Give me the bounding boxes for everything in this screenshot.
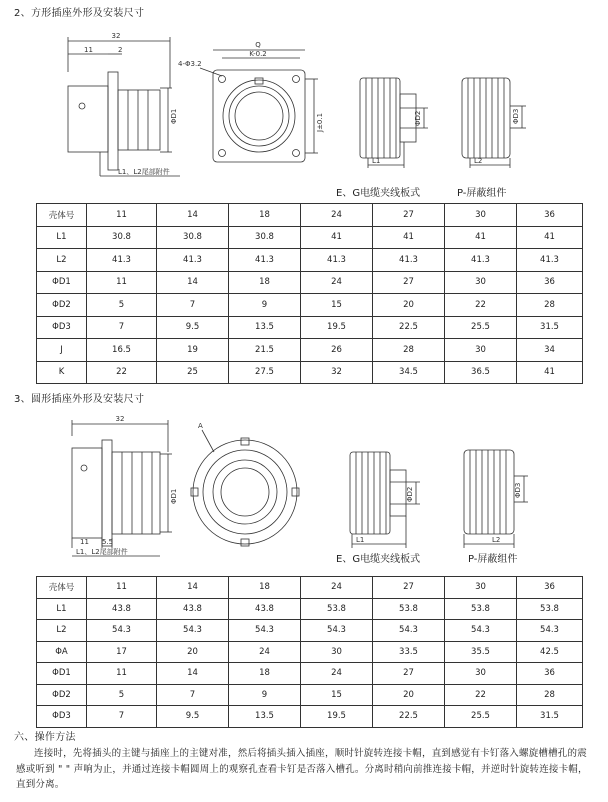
caption-p-shield: P-屏蔽组件 xyxy=(468,554,518,565)
table-cell: 25.5 xyxy=(445,316,517,339)
table-cell: 28 xyxy=(517,294,583,317)
table-cell: 28 xyxy=(517,684,583,706)
table-row-label: ΦD2 xyxy=(37,684,87,706)
dim-d1-label: ΦD1 xyxy=(170,108,178,124)
table-cell: 20 xyxy=(373,684,445,706)
dim-q-label: Q xyxy=(255,41,261,49)
round-socket-drawing xyxy=(0,412,608,572)
table-cell: 41.3 xyxy=(445,249,517,272)
table-row xyxy=(37,620,583,642)
table-header-cell: 11 xyxy=(87,204,157,227)
table-cell: 30.8 xyxy=(229,226,301,249)
table-row-label: L2 xyxy=(37,620,87,642)
table-header-cell: 27 xyxy=(373,577,445,599)
table-cell: 25.5 xyxy=(445,706,517,728)
table-cell: 43.8 xyxy=(87,598,157,620)
dim-2-label: 2 xyxy=(118,46,123,54)
section-6-title: 六、操作方法 xyxy=(14,732,76,743)
table-cell: 9.5 xyxy=(157,316,229,339)
table-cell: 41 xyxy=(517,361,583,384)
table-cell: 18 xyxy=(229,271,301,294)
table-cell: 19.5 xyxy=(301,316,373,339)
caption-eg-clamp: E、G电缆夹线板式 xyxy=(336,554,421,565)
dim-l2-label: L2 xyxy=(474,157,483,165)
table-cell: 54.3 xyxy=(301,620,373,642)
dim-l2-label: L2 xyxy=(492,536,501,544)
table-row-label: ΦD1 xyxy=(37,271,87,294)
table-row xyxy=(37,684,583,706)
table-cell: 24 xyxy=(301,271,373,294)
table-cell: 41 xyxy=(373,226,445,249)
dim-55-label: 5.5 xyxy=(102,538,114,546)
table-cell: 7 xyxy=(157,294,229,317)
table-row xyxy=(37,361,583,384)
table-cell: 53.8 xyxy=(445,598,517,620)
dim-j-label: J±0.1 xyxy=(316,112,324,132)
table-cell: 21.5 xyxy=(229,339,301,362)
table-header-row xyxy=(37,204,583,227)
table-row xyxy=(37,706,583,728)
table-cell: 30.8 xyxy=(87,226,157,249)
table-cell: 22.5 xyxy=(373,706,445,728)
operation-instructions: 连接时，先将插头的主键与插座上的主键对准，然后将插头插入插座，顺时针旋转连接卡帽，直到感觉有卡钉落入螺旋槽槽孔的震感或听到 " " 声响为止，并通过连接卡帽圆周上的观察孔查看卡钉是否落入槽孔。分离时稍向前推连接卡帽，并逆时针旋转连接卡帽，直到分离。 xyxy=(16,748,588,790)
table-cell: 26 xyxy=(301,339,373,362)
table-cell: 25 xyxy=(157,361,229,384)
table-cell: 32 xyxy=(301,361,373,384)
table-cell: 18 xyxy=(229,663,301,685)
table-cell: 54.3 xyxy=(157,620,229,642)
square-socket-drawing xyxy=(0,28,608,198)
table-cell: 19 xyxy=(157,339,229,362)
table-row-label: L2 xyxy=(37,249,87,272)
dim-11-label: 11 xyxy=(80,538,89,546)
table-cell: 36 xyxy=(517,663,583,685)
table-cell: 24 xyxy=(301,663,373,685)
table-cell: 43.8 xyxy=(157,598,229,620)
dim-total-label: 32 xyxy=(115,415,125,423)
table-cell: 41.3 xyxy=(517,249,583,272)
table-cell: 16.5 xyxy=(87,339,157,362)
table-header-row xyxy=(37,577,583,599)
table-header-cell: 36 xyxy=(517,204,583,227)
table-cell: 11 xyxy=(87,271,157,294)
table-header-cell: 30 xyxy=(445,204,517,227)
round-socket-dimension-table xyxy=(36,576,583,728)
dim-d3-label: ΦD3 xyxy=(512,108,520,124)
dim-total-label: 32 xyxy=(111,32,121,40)
table-cell: 53.8 xyxy=(517,598,583,620)
table-header-cell: 24 xyxy=(301,577,373,599)
table-row xyxy=(37,294,583,317)
table-cell: 22.5 xyxy=(373,316,445,339)
table-cell: 22 xyxy=(445,684,517,706)
table-cell: 27.5 xyxy=(229,361,301,384)
table-cell: 19.5 xyxy=(301,706,373,728)
tail-note: L1、L2尾部附件 xyxy=(118,168,170,176)
table-cell: 54.3 xyxy=(229,620,301,642)
table-cell: 36.5 xyxy=(445,361,517,384)
caption-p-shield: P-屏蔽组件 xyxy=(457,188,507,199)
table-cell: 30 xyxy=(445,339,517,362)
table-cell: 42.5 xyxy=(517,641,583,663)
table-header-cell: 36 xyxy=(517,577,583,599)
table-row xyxy=(37,271,583,294)
table-row-label: ΦD3 xyxy=(37,316,87,339)
table-cell: 5 xyxy=(87,684,157,706)
table-cell: 35.5 xyxy=(445,641,517,663)
table-cell: 5 xyxy=(87,294,157,317)
table-header-cell: 18 xyxy=(229,204,301,227)
table-header-cell: 壳体号 xyxy=(37,204,87,227)
table-cell: 13.5 xyxy=(229,706,301,728)
table-cell: 41.3 xyxy=(87,249,157,272)
table-row-label: L1 xyxy=(37,598,87,620)
caption-eg-clamp: E、G电缆夹线板式 xyxy=(336,188,421,199)
table-row-label: J xyxy=(37,339,87,362)
table-cell: 22 xyxy=(445,294,517,317)
table-cell: 53.8 xyxy=(373,598,445,620)
table-row xyxy=(37,598,583,620)
table-cell: 31.5 xyxy=(517,706,583,728)
table-cell: 30 xyxy=(301,641,373,663)
table-header-cell: 壳体号 xyxy=(37,577,87,599)
table-cell: 9.5 xyxy=(157,706,229,728)
table-cell: 54.3 xyxy=(373,620,445,642)
table-row-label: ΦD2 xyxy=(37,294,87,317)
table-row xyxy=(37,339,583,362)
table-cell: 30 xyxy=(445,663,517,685)
table-row-label: K xyxy=(37,361,87,384)
table-cell: 33.5 xyxy=(373,641,445,663)
table-row xyxy=(37,663,583,685)
table-header-cell: 14 xyxy=(157,577,229,599)
table-cell: 41.3 xyxy=(157,249,229,272)
table-cell: 43.8 xyxy=(229,598,301,620)
table-cell: 7 xyxy=(157,684,229,706)
dim-l1-label: L1 xyxy=(372,157,381,165)
dim-k-label: K-0.2 xyxy=(249,50,267,58)
table-cell: 7 xyxy=(87,316,157,339)
table-cell: 22 xyxy=(87,361,157,384)
table-cell: 27 xyxy=(373,271,445,294)
table-cell: 27 xyxy=(373,663,445,685)
table-row-label: ΦD3 xyxy=(37,706,87,728)
table-cell: 34.5 xyxy=(373,361,445,384)
table-cell: 54.3 xyxy=(445,620,517,642)
dim-d3-label: ΦD3 xyxy=(514,482,522,498)
table-cell: 54.3 xyxy=(87,620,157,642)
section-2-title: 2、方形插座外形及安装尺寸 xyxy=(14,8,145,19)
table-cell: 14 xyxy=(157,271,229,294)
table-cell: 14 xyxy=(157,663,229,685)
table-cell: 41.3 xyxy=(373,249,445,272)
table-cell: 24 xyxy=(229,641,301,663)
table-cell: 20 xyxy=(373,294,445,317)
table-header-cell: 24 xyxy=(301,204,373,227)
table-cell: 15 xyxy=(301,294,373,317)
dim-11-label: 11 xyxy=(84,46,93,54)
table-row xyxy=(37,316,583,339)
table-cell: 13.5 xyxy=(229,316,301,339)
table-header-cell: 11 xyxy=(87,577,157,599)
tail-note: L1、L2尾部附件 xyxy=(76,548,128,556)
table-cell: 30.8 xyxy=(157,226,229,249)
table-header-cell: 30 xyxy=(445,577,517,599)
table-row xyxy=(37,641,583,663)
dim-l1-label: L1 xyxy=(356,536,365,544)
dim-holes-label: 4-Φ3.2 xyxy=(178,60,202,68)
square-socket-dimension-table xyxy=(36,203,583,384)
table-row xyxy=(37,249,583,272)
table-header-cell: 18 xyxy=(229,577,301,599)
table-cell: 20 xyxy=(157,641,229,663)
table-cell: 41.3 xyxy=(229,249,301,272)
table-cell: 41 xyxy=(445,226,517,249)
table-row xyxy=(37,226,583,249)
table-cell: 36 xyxy=(517,271,583,294)
table-cell: 31.5 xyxy=(517,316,583,339)
table-row-label: ΦD1 xyxy=(37,663,87,685)
table-cell: 11 xyxy=(87,663,157,685)
table-cell: 53.8 xyxy=(301,598,373,620)
table-cell: 30 xyxy=(445,271,517,294)
table-row-label: ΦA xyxy=(37,641,87,663)
dim-d2-label: ΦD2 xyxy=(414,110,422,126)
table-row-label: L1 xyxy=(37,226,87,249)
table-cell: 9 xyxy=(229,294,301,317)
table-cell: 17 xyxy=(87,641,157,663)
table-cell: 34 xyxy=(517,339,583,362)
table-cell: 7 xyxy=(87,706,157,728)
table-cell: 28 xyxy=(373,339,445,362)
table-cell: 41 xyxy=(517,226,583,249)
table-cell: 41 xyxy=(301,226,373,249)
table-cell: 15 xyxy=(301,684,373,706)
dim-d1-label: ΦD1 xyxy=(170,488,178,504)
section-3-title: 3、圆形插座外形及安装尺寸 xyxy=(14,394,145,405)
table-cell: 41.3 xyxy=(301,249,373,272)
table-cell: 9 xyxy=(229,684,301,706)
table-header-cell: 27 xyxy=(373,204,445,227)
table-header-cell: 14 xyxy=(157,204,229,227)
table-cell: 54.3 xyxy=(517,620,583,642)
dim-d2-label: ΦD2 xyxy=(406,486,414,502)
dim-a-label: A xyxy=(198,422,203,430)
